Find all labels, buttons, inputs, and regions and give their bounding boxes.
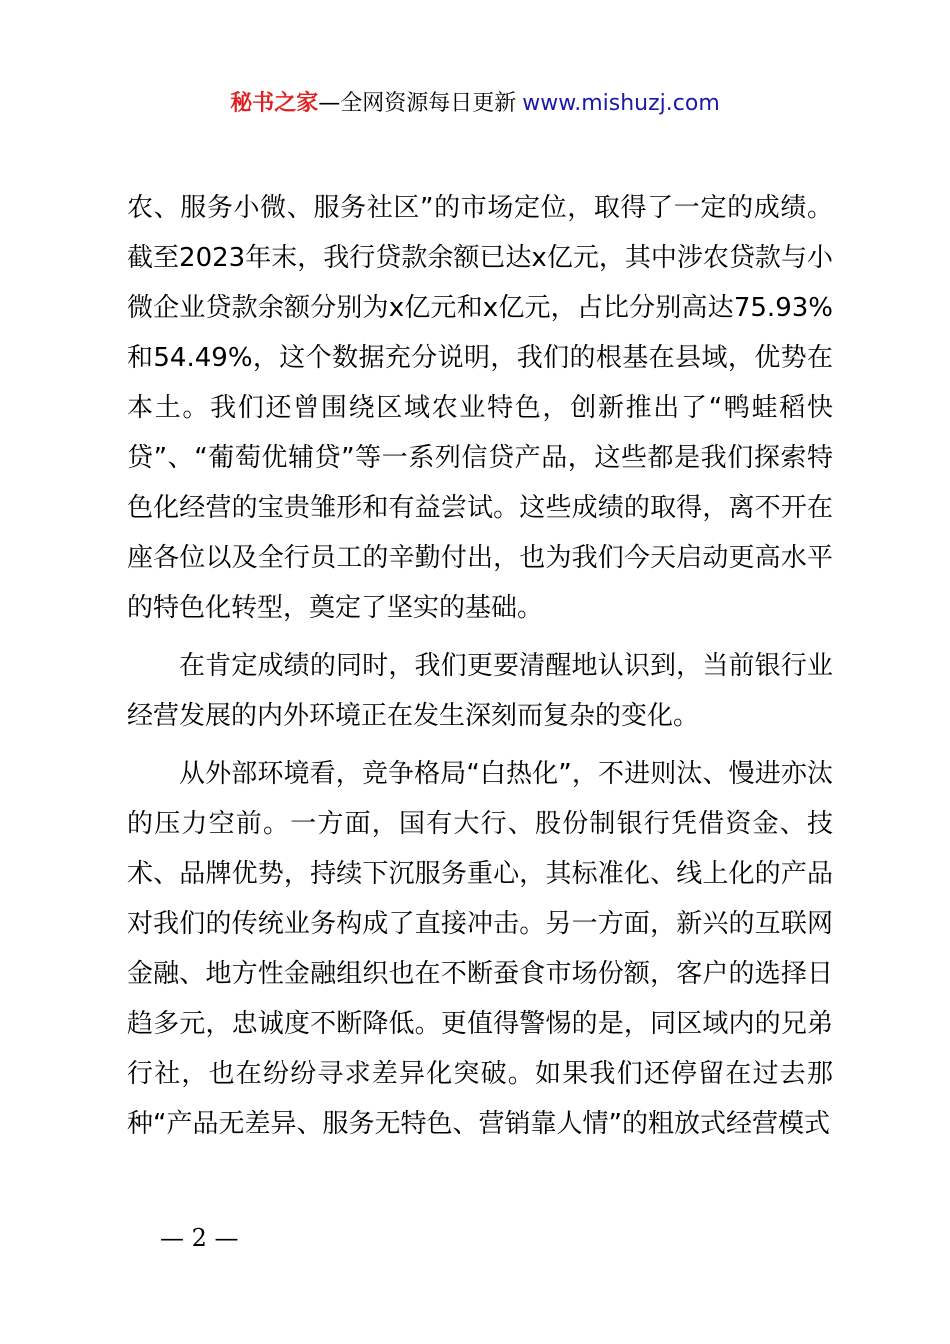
page-number: — 2 — <box>160 1224 239 1252</box>
site-brand: 秘书之家 <box>230 91 319 116</box>
site-url-link[interactable]: www.mishuzj.com <box>522 91 720 116</box>
paragraph-1: 农、服务小微、服务社区”的市场定位，取得了一定的成绩。截至2023年末，我行贷款余额已达x亿元，其中涉农贷款与小微企业贷款余额分别为x亿元和x亿元，占比分别高达75.93%和54.49%，这个数据充分说明，我们的根基在县域，优势在本土。我们还曾围绕区域农业特色，创新推出了“鸭蛙稻快贷”、“葡萄优辅贷”等一系列信贷产品，这些都是我们探索特色化经营的宝贵雏形和有益尝试。这些成绩的取得，离不开在座各位以及全行员工的辛勤付出，也为我们今天启动更高水平的特色化转型，奠定了坚实的基础。 <box>127 193 833 623</box>
site-tagline: —全网资源每日更新 <box>318 91 517 116</box>
paragraph-3: 从外部环境看，竞争格局“白热化”，不进则汰、慢进亦汰的压力空前。一方面，国有大行、股份制银行凭借资金、技术、品牌优势，持续下沉服务重心，其标准化、线上化的产品对我们的传统业务构成了直接冲击。另一方面，新兴的互联网金融、地方性金融组织也在不断蚕食市场份额，客户的选择日趋多元，忠诚度不断降低。更值得警惕的是，同区域内的兄弟行社，也在纷纷寻求差异化突破。如果我们还停留在过去那种“产品无差异、服务无特色、营销靠人情”的粗放式经营模式 <box>127 759 833 1139</box>
page-header <box>0 88 950 120</box>
document-body <box>127 183 833 1149</box>
paragraph-2: 在肯定成绩的同时，我们更要清醒地认识到，当前银行业经营发展的内外环境正在发生深刻而复杂的变化。 <box>127 651 833 731</box>
